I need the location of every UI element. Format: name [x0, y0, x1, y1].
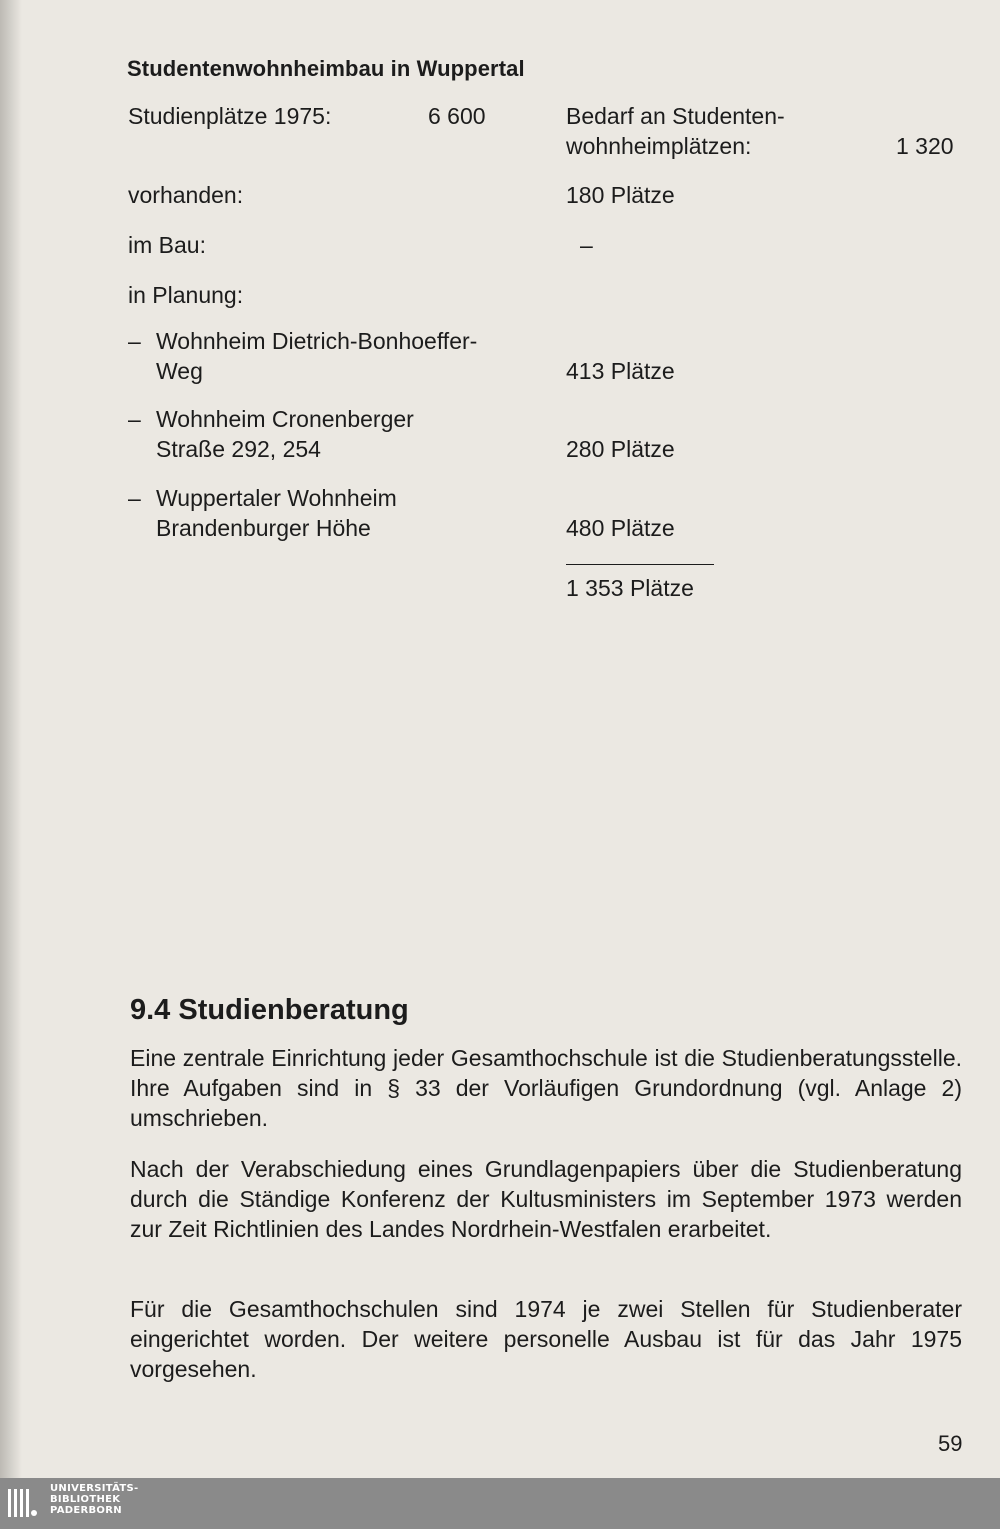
planung-item-line1: Wuppertaler Wohnheim: [156, 485, 397, 511]
paragraph: Nach der Verabschiedung eines Grundlagenpapiers über die Studienberatung durch die Ständige Konferenz der Kultusministers im September 1973 werden zur Zeit Richtlinien des Landes Nordrhein-Westfalen erarbeitet.: [130, 1156, 962, 1242]
studienplaetze-value: 6 600: [428, 103, 486, 129]
paragraph: Für die Gesamthochschulen sind 1974 je zwei Stellen für Studienberater eingerichtet worden. Der weitere personelle Ausbau ist für das Jahr 1975 vorgesehen.: [130, 1296, 962, 1382]
planung-item-dash: –: [128, 406, 141, 432]
page-gutter-shadow: [0, 0, 22, 1478]
sum-rule: [566, 564, 714, 565]
planung-item-value: 413 Plätze: [566, 358, 675, 384]
planung-item-line2: Straße 292, 254: [156, 436, 321, 462]
bedarf-label-line1: Bedarf an Studenten-: [566, 103, 785, 129]
paragraph: Eine zentrale Einrichtung jeder Gesamthochschule ist die Studienberatungsstelle. Ihre Aufgaben sind in § 33 der Vorläufigen Grundordnung (vgl. Anlage 2) umschrieben.: [130, 1045, 962, 1131]
library-name-line: UNIVERSITÄTS-: [50, 1483, 139, 1494]
table-title: Studentenwohnheimbau in Wuppertal: [127, 56, 525, 81]
total-value: 1 353 Plätze: [566, 575, 694, 601]
section-heading: 9.4 Studienberatung: [130, 994, 409, 1026]
library-footer-bar: [0, 1478, 1000, 1529]
vorhanden-label: vorhanden:: [128, 182, 244, 208]
planung-label: in Planung:: [128, 282, 244, 308]
planung-item-dash: –: [128, 485, 141, 511]
library-name-line: PADERBORN: [50, 1505, 122, 1516]
planung-item-line1: Wohnheim Cronenberger: [156, 406, 414, 432]
planung-item-dash: –: [128, 328, 141, 354]
im-bau-label: im Bau:: [128, 232, 206, 258]
studienplaetze-label: Studienplätze 1975:: [128, 103, 332, 129]
planung-item-value: 280 Plätze: [566, 436, 675, 462]
library-name-line: BIBLIOTHEK: [50, 1494, 121, 1505]
planung-item-line2: Weg: [156, 358, 203, 384]
library-logo-icon: [6, 1487, 40, 1521]
planung-item-line1: Wohnheim Dietrich-Bonhoeffer-: [156, 328, 478, 354]
planung-item-line2: Brandenburger Höhe: [156, 515, 371, 541]
vorhanden-value: 180 Plätze: [566, 182, 675, 208]
library-name: [50, 1483, 139, 1516]
bedarf-value: 1 320: [896, 133, 954, 159]
planung-item-value: 480 Plätze: [566, 515, 675, 541]
im-bau-value: –: [580, 232, 593, 258]
bedarf-label-line2: wohnheimplätzen:: [566, 133, 752, 159]
page-number: 59: [938, 1431, 963, 1456]
